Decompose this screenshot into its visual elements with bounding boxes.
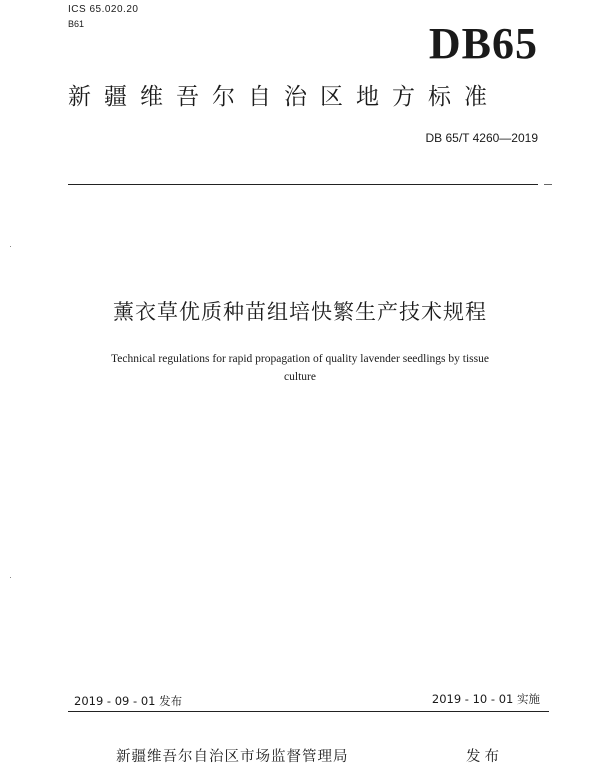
standard-type: 新疆维吾尔自治区地方标准 [68, 84, 500, 110]
ccs-code: B61 [68, 19, 85, 29]
title-chinese: 薰衣草优质种苗组培快繁生产技术规程 [113, 300, 487, 324]
issuing-authority: 新疆维吾尔自治区市场监督管理局 [116, 749, 349, 765]
title-english-line1: Technical regulations for rapid propagation of quality lavender seedlings by tissue [111, 353, 489, 365]
standard-code: DB65 [428, 19, 538, 68]
ics-code: ICS 65.020.20 [68, 4, 139, 15]
scan-speck [10, 577, 11, 578]
implementation-date: 2019 - 10 - 01 实施 [431, 692, 540, 706]
top-divider [68, 184, 538, 185]
top-divider-tick [544, 184, 552, 185]
issue-label: 发布 [466, 749, 503, 765]
standard-number: DB 65/T 4260—2019 [425, 131, 538, 145]
bottom-divider [68, 711, 549, 712]
issue-date: 2019 - 09 - 01 发布 [74, 694, 183, 708]
scan-speck [10, 246, 11, 247]
title-english-line2: culture [284, 371, 316, 383]
